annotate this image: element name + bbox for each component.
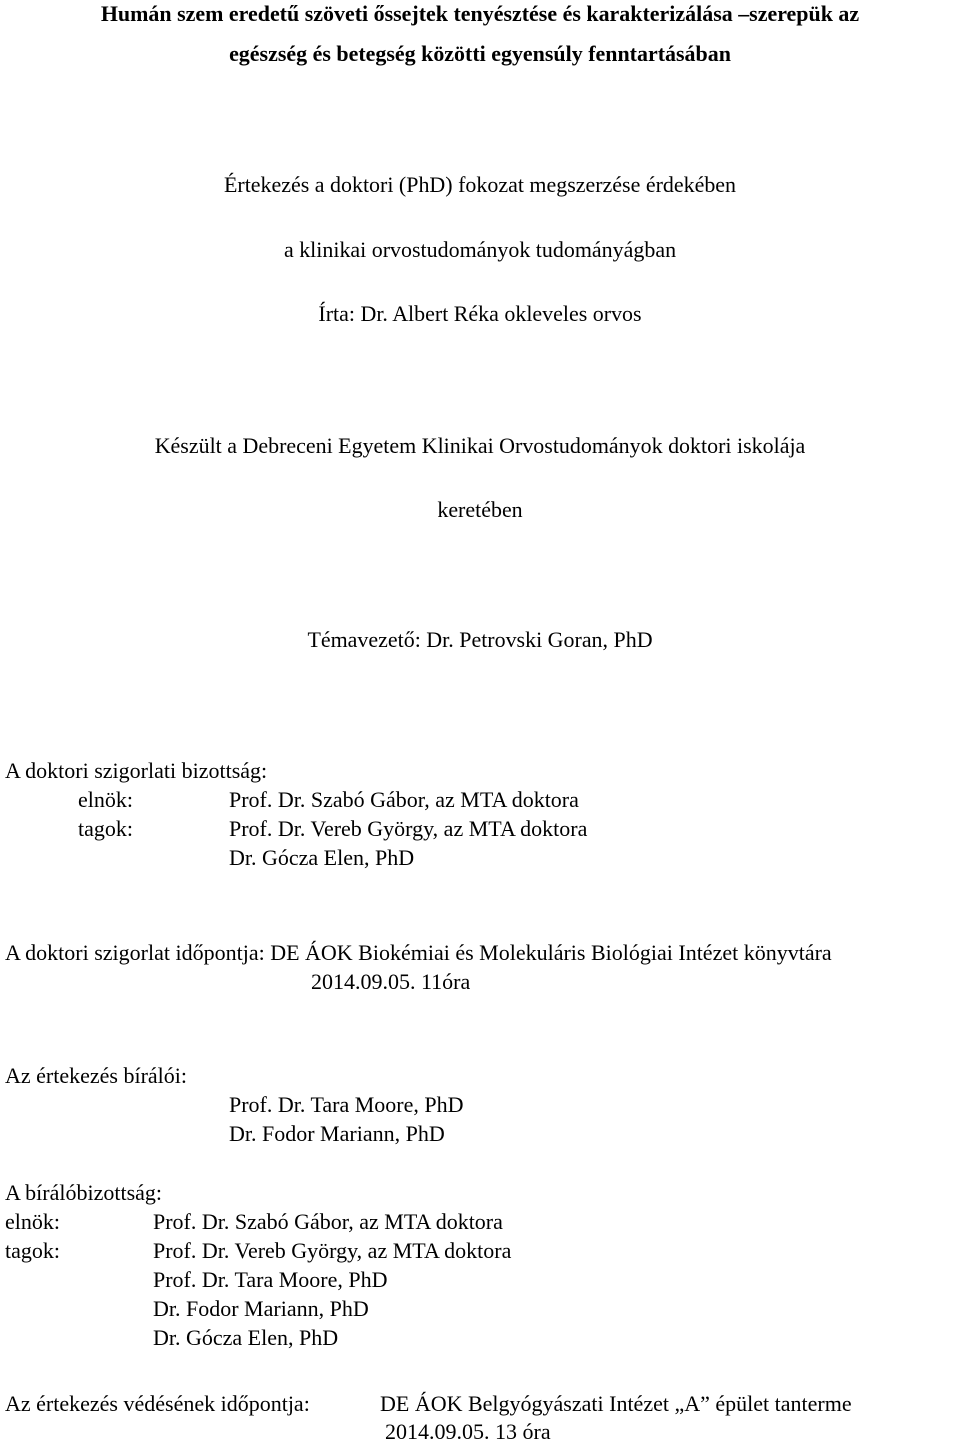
review-member-3: Dr. Fodor Mariann, PhD <box>153 1296 369 1321</box>
review-members-label: tagok: <box>5 1238 60 1263</box>
exam-chair: Prof. Dr. Szabó Gábor, az MTA doktora <box>229 787 579 812</box>
exam-members-label: tagok: <box>78 816 133 841</box>
review-member-4: Dr. Gócza Elen, PhD <box>153 1325 339 1350</box>
exam-time: A doktori szigorlat időpontja: DE ÁOK Biokémiai és Molekuláris Biológiai Intézet könyvtára <box>5 940 832 965</box>
defense-label: Az értekezés védésének időpontja: <box>5 1391 310 1416</box>
review-chair-label: elnök: <box>5 1209 60 1234</box>
defense-time: 2014.09.05. 13 óra <box>385 1419 551 1444</box>
exam-date: 2014.09.05. 11óra <box>311 969 471 994</box>
review-member-2: Prof. Dr. Tara Moore, PhD <box>153 1267 388 1292</box>
reviewer-2: Dr. Fodor Mariann, PhD <box>229 1121 445 1146</box>
defense-place: DE ÁOK Belgyógyászati Intézet „A” épület tanterme <box>380 1391 852 1416</box>
doctoral-school: Készült a Debreceni Egyetem Klinikai Orvostudományok doktori iskolája <box>154 433 806 458</box>
reviewers-heading: Az értekezés bírálói: <box>5 1063 188 1088</box>
review-committee-heading: A bírálóbizottság: <box>5 1180 163 1205</box>
thesis-title-line-2: egészség és betegség közötti egyensúly fenntartásában <box>229 41 731 66</box>
reviewer-1: Prof. Dr. Tara Moore, PhD <box>229 1092 464 1117</box>
discipline: a klinikai orvostudományok tudományágban <box>283 237 677 262</box>
exam-member-1: Prof. Dr. Vereb György, az MTA doktora <box>229 816 588 841</box>
supervisor: Témavezető: Dr. Petrovski Goran, PhD <box>307 627 653 652</box>
doctoral-school-cont: keretében <box>437 497 523 522</box>
exam-chair-label: elnök: <box>78 787 133 812</box>
review-member-1: Prof. Dr. Vereb György, az MTA doktora <box>153 1238 512 1263</box>
exam-member-2: Dr. Gócza Elen, PhD <box>229 845 415 870</box>
thesis-title-line-1: Humán szem eredetű szöveti őssejtek tenyésztése és karakterizálása –szerepük az <box>100 1 860 26</box>
degree-purpose: Értekezés a doktori (PhD) fokozat megszerzése érdekében <box>223 172 737 197</box>
exam-committee-heading: A doktori szigorlati bizottság: <box>5 758 268 783</box>
review-chair: Prof. Dr. Szabó Gábor, az MTA doktora <box>153 1209 503 1234</box>
author: Írta: Dr. Albert Réka okleveles orvos <box>318 301 642 326</box>
